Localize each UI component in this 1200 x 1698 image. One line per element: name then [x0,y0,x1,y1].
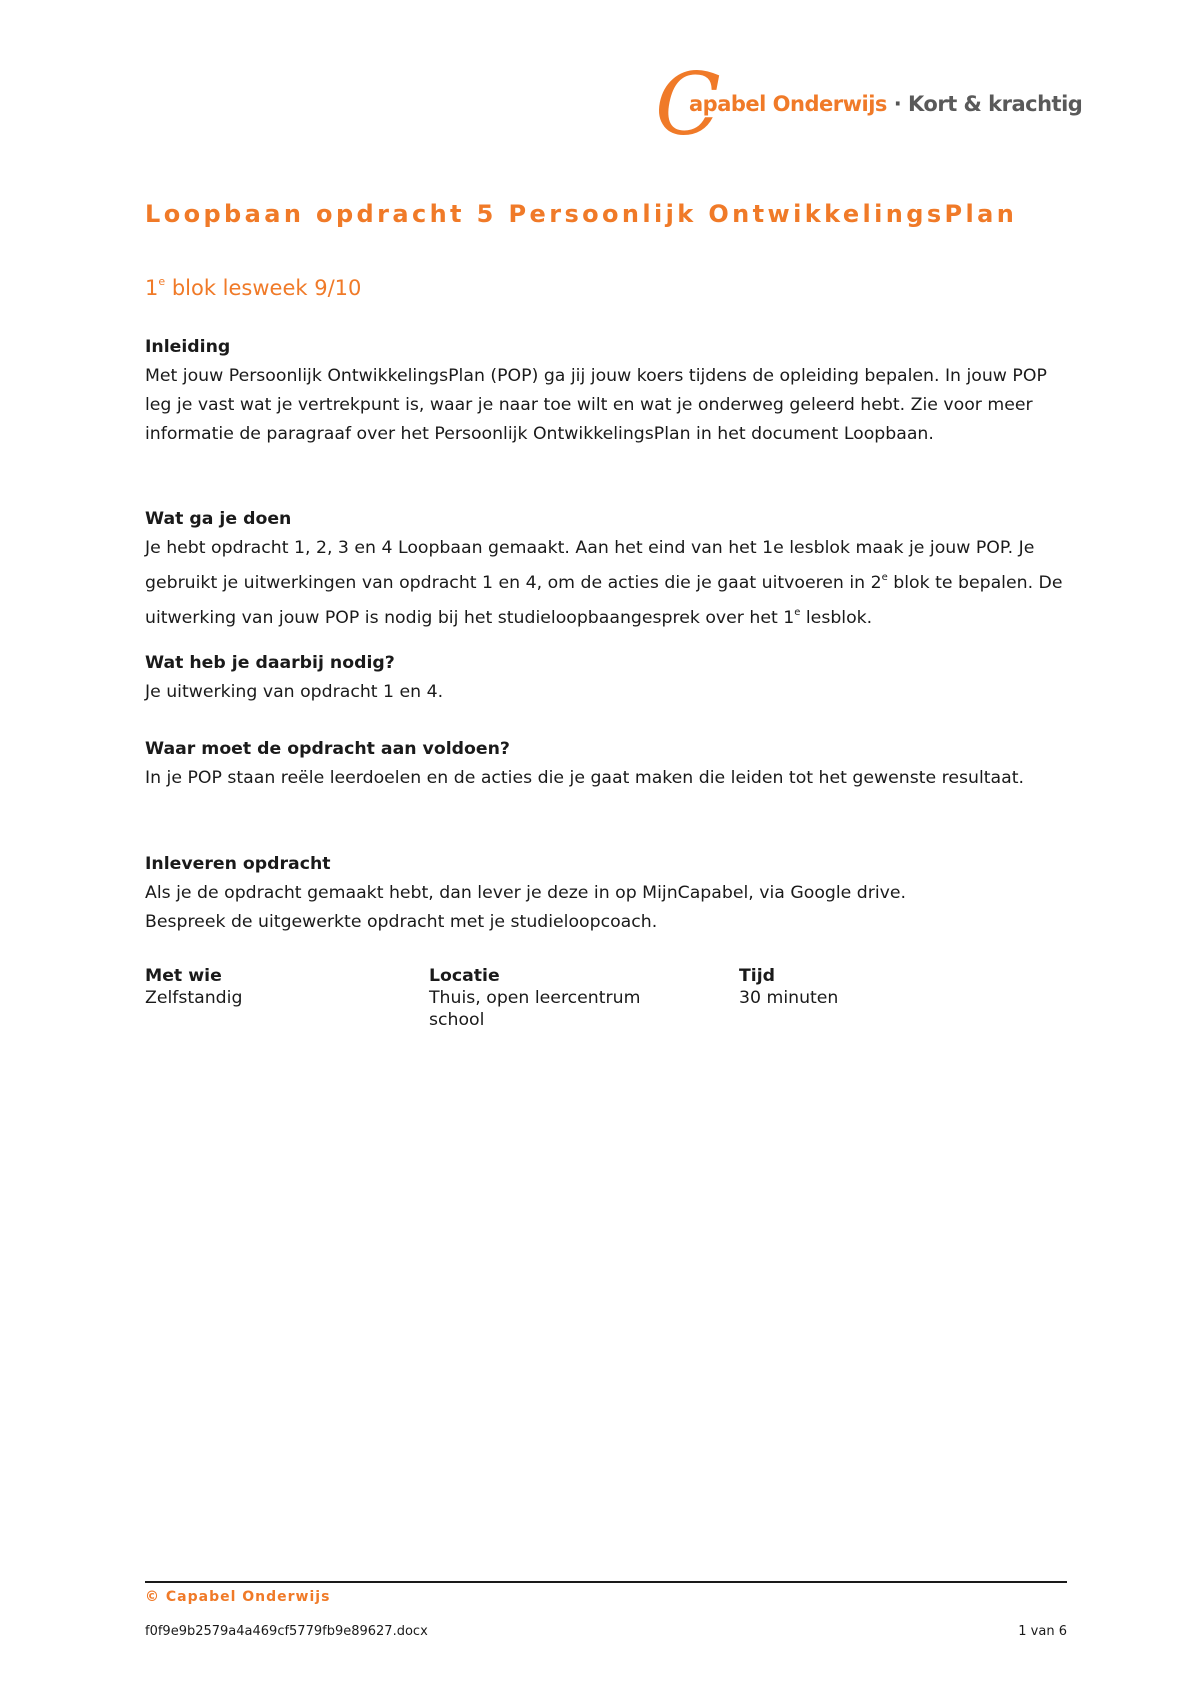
column-value: Thuis, open leercentrum [429,988,641,1008]
column-locatie [429,965,640,1031]
superscript: e [881,572,888,583]
footer-copyright: © Capabel Onderwijs [145,1589,331,1605]
logo-c-mark: C [655,55,721,155]
section-text [145,534,1075,633]
section-heading: Inleiding [145,337,231,357]
subtitle-rest: blok lesweek 9/10 [165,276,362,300]
document-title: Loopbaan opdracht 5 Persoonlijk OntwikkelingsPlan [145,200,1018,228]
document-subtitle [145,275,361,300]
text-part: Je hebt opdracht 1, 2, 3 en 4 Loopbaan gemaakt. Aan het eind van het 1e lesblok maak je jouw POP. Je gebruikt je uitwerkingen van opdracht 1 en 4, om de acties die je gaat uitvoeren in 2 [145,538,1035,593]
column-tijd [739,965,838,1009]
section-inleveren [145,850,1075,937]
section-nodig [145,649,1075,707]
subtitle-number: 1 [145,276,159,300]
column-value: 30 minuten [739,988,839,1008]
logo-wordmark [689,92,1082,116]
footer-page-number: 1 van 6 [1018,1624,1067,1639]
section-heading: Inleveren opdracht [145,854,331,874]
section-text: Als je de opdracht gemaakt hebt, dan lever je deze in op MijnCapabel, via Google drive. [145,883,907,903]
section-text: In je POP staan reële leerdoelen en de acties die je gaat maken die leiden tot het gewenste resultaat. [145,768,1024,788]
superscript: e [794,607,801,618]
logo-separator: · [886,92,908,116]
section-heading: Wat ga je doen [145,509,292,529]
text-part: lesblok. [800,608,873,628]
section-text: Met jouw Persoonlijk OntwikkelingsPlan (POP) ga jij jouw koers tijdens de opleiding bepalen. In jouw POP leg je vast wat je vertrekpunt is, waar je naar toe wilt en wat je onderweg geleerd hebt. Zie voor meer informatie de paragraaf over het Persoonlijk OntwikkelingsPlan in het document Loopbaan. [145,366,1047,444]
section-inleiding [145,333,1075,449]
footer-divider [145,1581,1067,1583]
section-heading: Wat heb je daarbij nodig? [145,653,395,673]
section-voldoen [145,735,1075,793]
section-text: Bespreek de uitgewerkte opdracht met je studieloopcoach. [145,912,658,932]
footer-filename: f0f9e9b2579a4a469cf5779fb9e89627.docx [145,1624,428,1639]
section-text: Je uitwerking van opdracht 1 en 4. [145,682,444,702]
logo-slogan: Kort & krachtig [908,92,1083,116]
capabel-logo [655,55,1083,155]
column-header: Met wie [145,966,222,986]
logo-brand: apabel Onderwijs [689,92,887,116]
section-heading: Waar moet de opdracht aan voldoen? [145,739,510,759]
column-value: school [429,1010,485,1030]
column-value: Zelfstandig [145,988,243,1008]
subtitle-sup: e [158,275,166,288]
section-wat-ga-je-doen [145,505,1075,633]
column-header: Tijd [739,966,776,986]
text-part: blok te bepalen. De uitwerking van jouw POP is nodig bij het studieloopbaangesprek over het 1 [145,573,1063,628]
column-header: Locatie [429,966,500,986]
column-met-wie [145,965,242,1009]
